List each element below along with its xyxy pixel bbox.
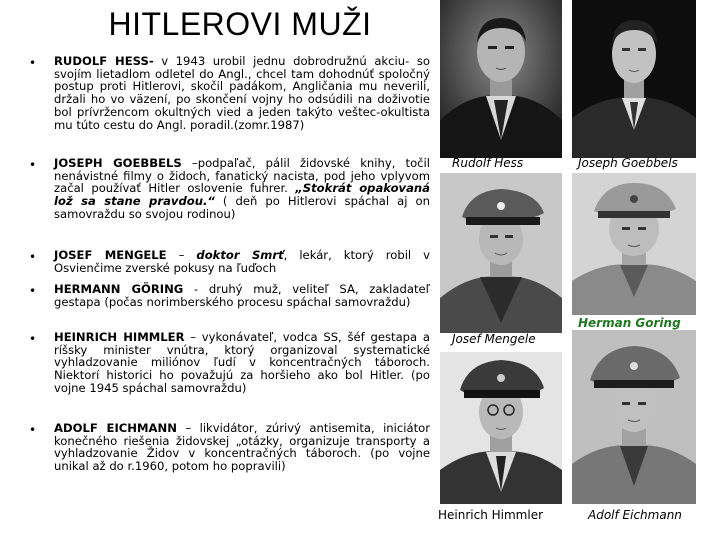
caption-eichmann: Adolf Eichmann <box>588 508 682 522</box>
bullet-name: HEINRICH HIMMLER <box>54 330 185 344</box>
bullet-hess <box>30 55 430 131</box>
caption-mengele: Josef Mengele <box>452 332 536 346</box>
bullet-text: , lekár, ktorý robil v Osvienčime zverské pokusy na ľuďoch <box>54 248 430 275</box>
bullet-dot: • <box>29 423 37 437</box>
bullet-mengele <box>30 249 430 274</box>
portrait-mengele <box>440 173 562 333</box>
portrait-goebbels <box>572 0 696 158</box>
bullet-goebbels <box>30 157 430 221</box>
bullet-text: ( deň po Hitlerovi spáchal aj on samovraždu so svojou rodinou) <box>54 194 430 221</box>
bullet-name: RUDOLF HESS- <box>54 54 154 68</box>
bullet-name: HERMANN GÖRING <box>54 282 184 296</box>
caption-goebbels: Joseph Goebbels <box>578 156 678 170</box>
bullet-eichmann <box>30 422 430 473</box>
portrait-goring <box>572 173 696 315</box>
bullet-dot: • <box>29 250 37 264</box>
portrait-hess <box>440 0 562 158</box>
bullet-text: – <box>166 248 197 262</box>
bullet-text: – vykonávateľ, vodca SS, šéf gestapa a ríšsky minister vnútra, ktorý organizoval systematické vyhladzovanie miliónov ľudí v koncentračných táboroch. Niektorí historici ho považujú za horšieho ako bol Hitler. (po vojne 1945 spáchal samovraždu) <box>54 330 430 395</box>
bullet-name: ADOLF EICHMANN <box>54 421 177 435</box>
bullet-dot: • <box>29 56 37 70</box>
caption-hess: Rudolf Hess <box>452 156 524 170</box>
bullet-goring <box>30 283 430 308</box>
portrait-eichmann <box>572 330 696 504</box>
portrait-himmler <box>440 352 562 504</box>
bullet-himmler <box>30 331 430 395</box>
bullet-text: – likvidátor, zúrivý antisemita, iniciátor konečného riešenia židovskej „otázky, organizuje transporty a vyhladzovanie Židov v koncentračných táboroch. (po vojne unikal až do r.1960, potom ho popravili) <box>54 421 430 474</box>
bullet-text: - druhý muž, veliteľ SA, zakladateľ gestapa (počas norimberského procesu spáchal samovraždu) <box>54 282 430 309</box>
page-title: HITLEROVI MUŽI <box>108 6 372 42</box>
bullet-name: JOSEF MENGELE <box>54 248 167 262</box>
bullet-text: v 1943 urobil jednu dobrodružnú akciu- so svojím lietadlom odletel do Angl., chcel tam dohodnúť spoločný postup proti Hitlerovi, skočil padákom, Angličania mu neverili, držali ho vo väzení, po skončení vojny ho odsúdili na doživotie bol prívržencom okultných vied a jeden takýto veštec-okultista mu túto cestu do Angl. poradil.(zomr.1987) <box>54 54 430 132</box>
bullet-dot: • <box>29 332 37 346</box>
bullet-quote: „Stokrát opakovaná lož sa stane pravdou.“ <box>54 181 430 209</box>
caption-goring: Herman Goring <box>578 316 681 330</box>
bullet-dot: • <box>29 284 37 298</box>
caption-himmler: Heinrich Himmler <box>438 508 544 522</box>
bullet-emphasis: doktor Smrť <box>196 248 284 262</box>
bullet-text: –podpaľač, pálil židovské knihy, točil nenávistné filmy o židoch, fanatický nacista, pod jeho vplyvom začal používať Hitler oslovenie fuhrer. <box>54 156 430 196</box>
bullet-name: JOSEPH GOEBBELS <box>54 156 182 170</box>
bullet-dot: • <box>29 158 37 172</box>
